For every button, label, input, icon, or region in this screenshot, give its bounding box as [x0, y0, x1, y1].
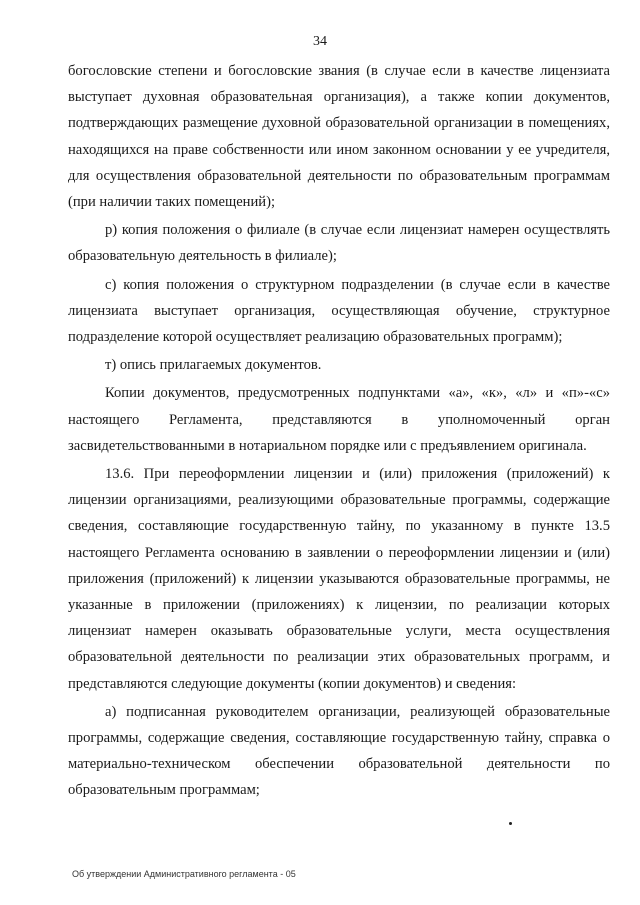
paragraph-copies-note: Копии документов, предусмотренных подпунктами «а», «к», «л» и «п»-«с» настоящего Регламента, представляются в уполномоченный орган засвидетельствованными в нотариальном порядке или с предъявлением оригинала. — [68, 385, 610, 454]
paragraph-13-6: 13.6. При переоформлении лицензии и (или) приложения (приложений) к лицензии организациями, реализующими образовательные программы, содержащие сведения, составляющие государственную тайну, по указанному в пункте 13.5 настоящего Регламента основанию в заявлении о переоформлении лицензии и (или) приложения (приложений) к лицензии указываются образовательные программы, не указанные в приложении (приложениях) к лицензии, по реализации которых лицензиат намерен оказывать образовательные услуги, места осуществления образовательной деятельности по реализации этих образовательных программ, и представляются следующие документы (копии документов) и сведения: — [68, 466, 610, 692]
scan-speck — [509, 822, 512, 825]
page-number: 34 — [313, 34, 327, 49]
paragraph-item-r: р) копия положения о филиале (в случае если лицензиат намерен осуществлять образовательную деятельность в филиале); — [68, 222, 610, 265]
paragraph-item-s: с) копия положения о структурном подразделении (в случае если в качестве лицензиата выступает организация, осуществляющая обучение, структурное подразделение которой осуществляет реализацию образовательных программ); — [68, 276, 610, 346]
paragraph-item-t: т) опись прилагаемых документов. — [105, 357, 322, 374]
document-body — [68, 58, 610, 804]
paragraph-item-a: а) подписанная руководителем организации, реализующей образовательные программы, содержащие сведения, составляющие государственную тайну, справка о материально-техническом обеспечении образовательной деятельности по образовательным программам; — [68, 703, 610, 799]
paragraph-continuation: богословские степени и богословские звания (в случае если в качестве лицензиата выступает духовная образовательная организация), а также копии документов, подтверждающих размещение духовной образовательной организации в помещениях, находящихся на праве собственности или ином законном основании у ее учредителя, для осуществления образовательной деятельности по образовательным программам (при наличии таких помещений); — [68, 63, 610, 211]
page-footer: Об утверждении Административного регламента - 05 — [72, 869, 296, 879]
